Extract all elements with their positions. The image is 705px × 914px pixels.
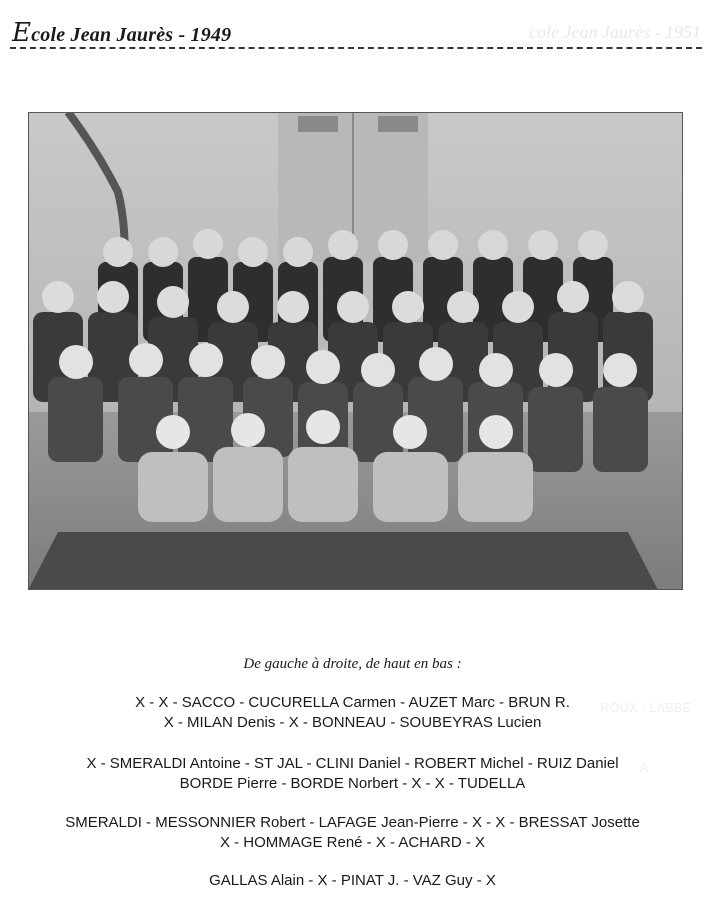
names-line: X - HOMMAGE René - X - ACHARD - X xyxy=(219,834,486,851)
names-row-3 xyxy=(0,813,705,853)
caption-title: De gauche à droite, de haut en bas : xyxy=(243,656,462,672)
names-row-2 xyxy=(0,754,705,794)
names-line: GALLAS Alain - X - PINAT J. - VAZ Guy - X xyxy=(209,872,496,889)
header-divider xyxy=(10,47,702,49)
bleed-through-text: ROUX - LABBE xyxy=(600,700,692,715)
names-line: SMERALDI - MESSONNIER Robert - LAFAGE Jean-Pierre - X - X - BRESSAT Josette xyxy=(65,814,640,831)
page-title-text: cole Jean Jaurès - 1949 xyxy=(31,24,232,46)
page-title xyxy=(12,18,231,48)
bleed-through-text: A xyxy=(640,760,649,775)
names-row-4 xyxy=(0,871,705,891)
names-row-1 xyxy=(0,693,705,733)
names-line: X - X - SACCO - CUCURELLA Carmen - AUZET Marc - BRUN R. xyxy=(135,694,570,711)
class-photo-image xyxy=(28,112,683,590)
names-line: X - MILAN Denis - X - BONNEAU - SOUBEYRAS Lucien xyxy=(163,714,542,731)
names-line: X - SMERALDI Antoine - ST JAL - CLINI Daniel - ROBERT Michel - RUIZ Daniel xyxy=(86,755,619,772)
bleed-through-title: cole Jean Jaurès - 1951 xyxy=(529,22,701,42)
names-line: BORDE Pierre - BORDE Norbert - X - X - TUDELLA xyxy=(179,775,526,792)
page-title-initial: E xyxy=(12,18,32,48)
class-photo xyxy=(28,112,683,590)
